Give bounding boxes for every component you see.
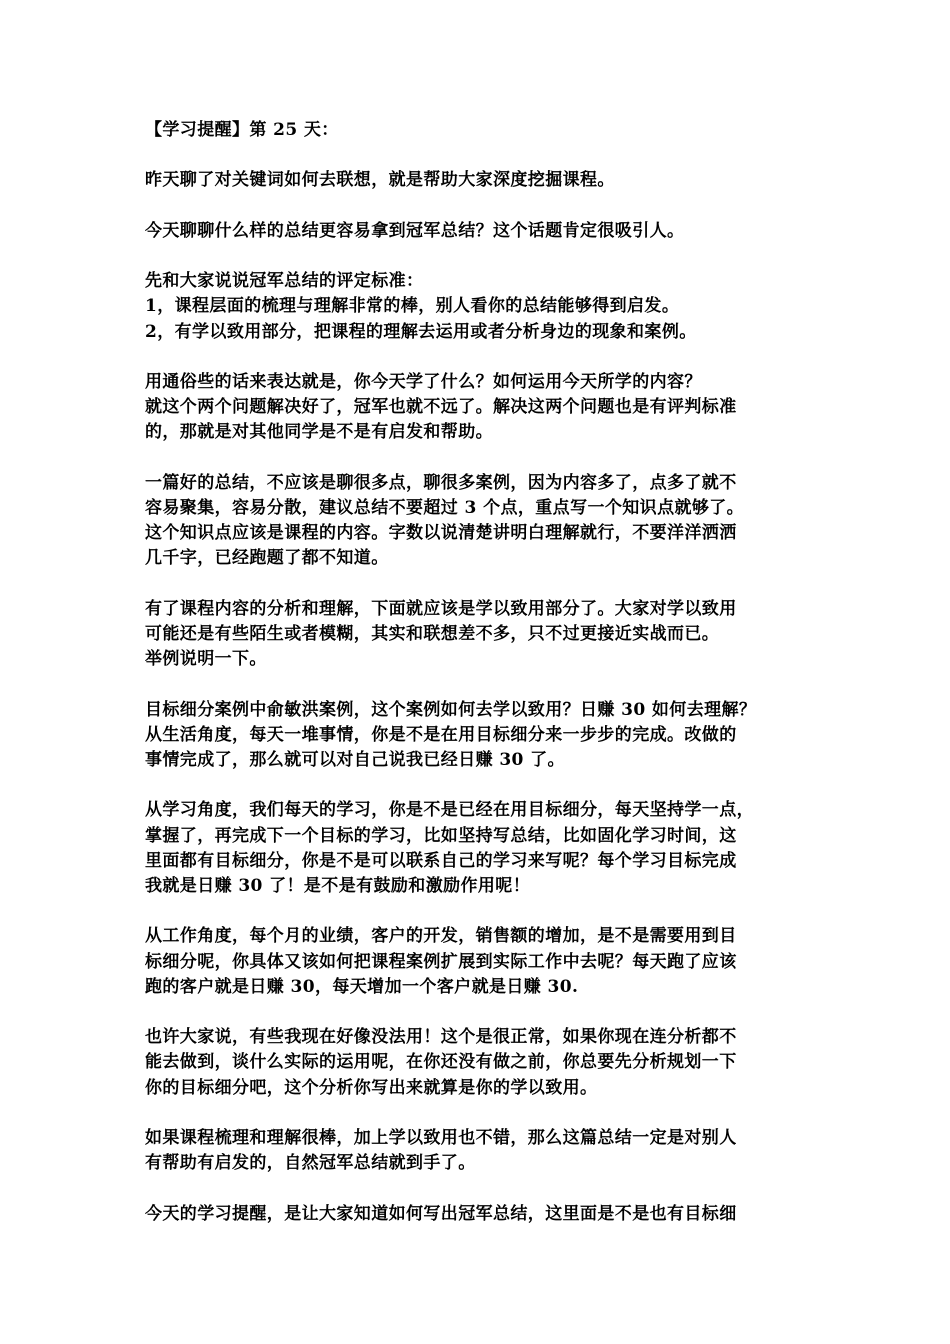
text-line: 今天的学习提醒，是让大家知道如何写出冠军总结，这里面是不是也有目标细 — [145, 1203, 737, 1224]
paragraph — [145, 798, 810, 899]
text-line: 可能还是有些陌生或者模糊，其实和联想差不多，只不过更接近实战而已。 — [145, 623, 720, 644]
text-line: 有帮助有启发的，自然冠军总结就到手了。 — [145, 1153, 476, 1174]
text-line: 里面都有目标细分，你是不是可以联系自己的学习来写呢？每个学习目标完成 — [145, 850, 737, 871]
text-line: 从工作角度，每个月的业绩，客户的开发，销售额的增加，是不是需要用到目 — [145, 926, 737, 947]
text-line: 掌握了，再完成下一个目标的学习，比如坚持写总结，比如固化学习时间，这 — [145, 825, 737, 846]
text-line: 如果课程梳理和理解很棒，加上学以致用也不错，那么这篇总结一定是对别人 — [145, 1127, 737, 1148]
document-body — [145, 118, 810, 1252]
text-line: 举例说明一下。 — [145, 649, 267, 670]
paragraph — [145, 1126, 810, 1176]
document-title — [145, 118, 810, 143]
text-line: 能去做到，谈什么实际的运用呢，在你还没有做之前，你总要先分析规划一下 — [145, 1052, 737, 1073]
text-line: 事情完成了，那么就可以对自己说我已经日赚 30 了。 — [145, 749, 565, 770]
paragraph — [145, 471, 810, 572]
text-line: 先和大家说说冠军总结的评定标准： — [145, 271, 424, 292]
text-line: 昨天聊了对关键词如何去联想，就是帮助大家深度挖掘课程。 — [145, 170, 615, 191]
paragraph — [145, 698, 810, 774]
paragraph — [145, 168, 810, 193]
text-line: 【学习提醒】第 25 天： — [145, 120, 339, 140]
text-line: 今天聊聊什么样的总结更容易拿到冠军总结？这个话题肯定很吸引人。 — [145, 220, 685, 241]
text-line: 这个知识点应该是课程的内容。字数以说清楚讲明白理解就行，不要洋洋洒洒 — [145, 523, 737, 544]
paragraph — [145, 1202, 810, 1227]
text-line: 目标细分案例中俞敏洪案例，这个案例如何去学以致用？日赚 30 如何去理解？ — [145, 699, 757, 720]
text-line: 容易聚集，容易分散，建议总结不要超过 3 个点，重点写一个知识点就够了。 — [145, 497, 745, 518]
text-line: 几千字，已经跑题了都不知道。 — [145, 548, 389, 569]
text-line: 你的目标细分吧，这个分析你写出来就算是你的学以致用。 — [145, 1077, 598, 1098]
text-line: 有了课程内容的分析和理解，下面就应该是学以致用部分了。大家对学以致用 — [145, 598, 737, 619]
paragraph — [145, 219, 810, 244]
paragraph — [145, 370, 810, 446]
text-line: 就这个两个问题解决好了，冠军也就不远了。解决这两个问题也是有评判标准 — [145, 397, 737, 418]
text-line: 我就是日赚 30 了！是不是有鼓励和激励作用呢！ — [145, 875, 531, 896]
paragraph — [145, 1025, 810, 1101]
text-line: 标细分呢，你具体又该如何把课程案例扩展到实际工作中去呢？每天跑了应该 — [145, 951, 737, 972]
text-line: 用通俗些的话来表达就是，你今天学了什么？如何运用今天所学的内容？ — [145, 371, 702, 392]
paragraph — [145, 924, 810, 1000]
text-line: 2，有学以致用部分，把课程的理解去运用或者分析身边的现象和案例。 — [145, 321, 697, 342]
text-line: 跑的客户就是日赚 30，每天增加一个客户就是日赚 30. — [145, 976, 579, 997]
paragraph — [145, 269, 810, 345]
text-line: 的，那就是对其他同学是不是有启发和帮助。 — [145, 422, 493, 443]
text-line: 1，课程层面的梳理与理解非常的棒，别人看你的总结能够得到启发。 — [145, 296, 680, 317]
text-line: 从生活角度，每天一堆事情，你是不是在用目标细分来一步步的完成。改做的 — [145, 724, 737, 745]
text-line: 从学习角度，我们每天的学习，你是不是已经在用目标细分，每天坚持学一点， — [145, 800, 754, 821]
text-line: 一篇好的总结，不应该是聊很多点，聊很多案例，因为内容多了，点多了就不 — [145, 472, 737, 493]
paragraph — [145, 597, 810, 673]
text-line: 也许大家说，有些我现在好像没法用！这个是很正常，如果你现在连分析都不 — [145, 1027, 737, 1048]
